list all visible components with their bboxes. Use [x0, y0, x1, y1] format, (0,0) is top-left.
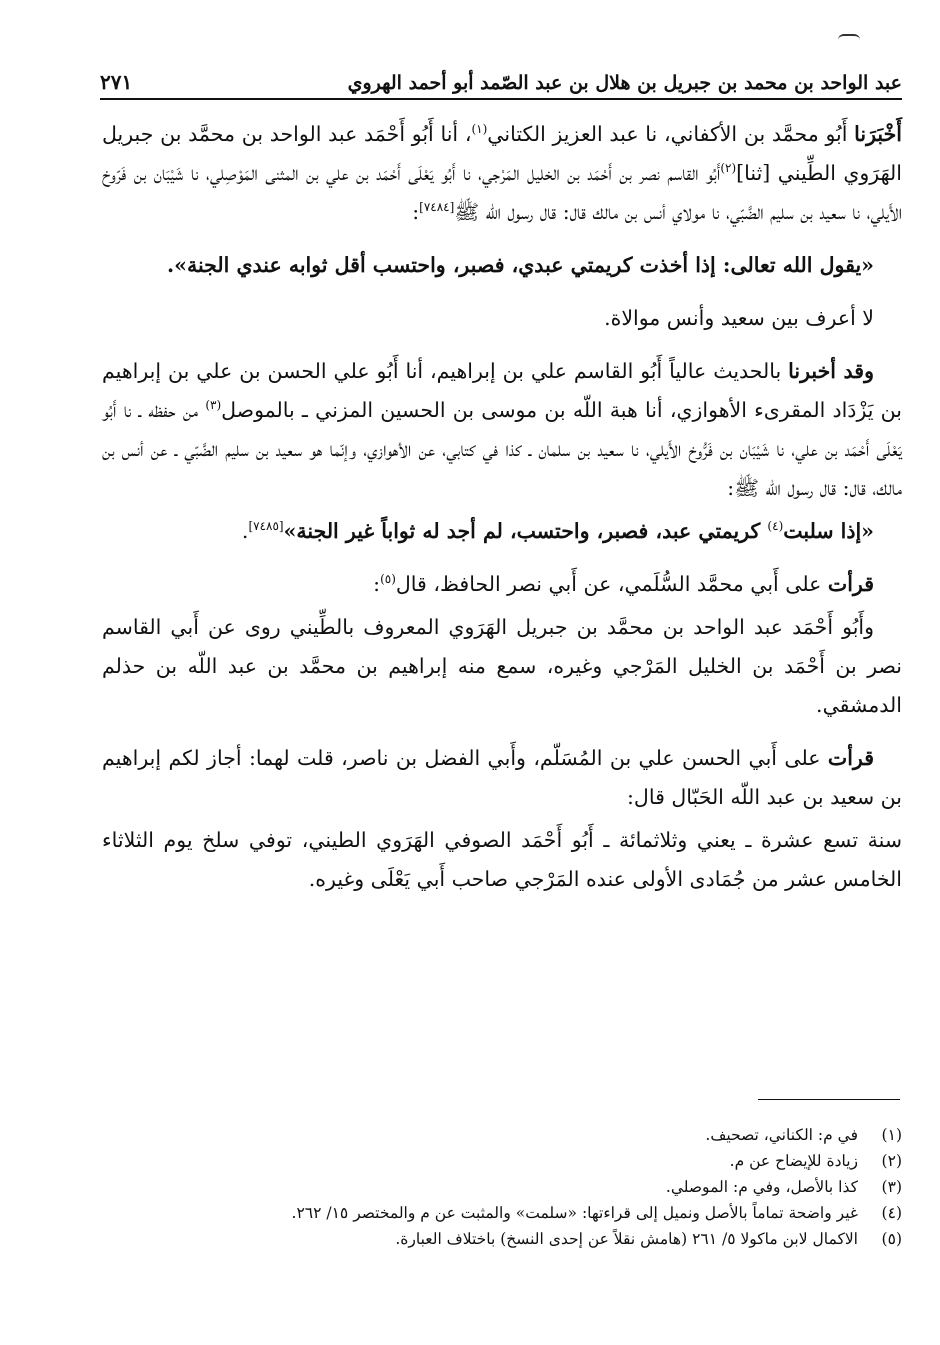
footnote-item — [100, 1174, 902, 1200]
footnote-ref: (١) — [471, 122, 488, 137]
footnote-number: (٢) — [881, 1152, 902, 1170]
page-corner-mark — [838, 34, 860, 40]
hadith-text-2 — [102, 512, 902, 551]
hadith-number: [٧٤٨٥] — [248, 519, 284, 534]
page-number: ٢٧١ — [100, 70, 133, 94]
footnote-item — [100, 1122, 902, 1148]
note-text: لا أعرف بين سعيد وأنس موالاة. — [604, 306, 874, 330]
footnote-item — [100, 1226, 902, 1252]
footnote-ref: (٤) — [767, 519, 784, 534]
quote-text: كريمتي عبد، فصبر، واحتسب، لم أجد له ثواباً غير الجنة» — [283, 519, 768, 543]
footnote-text: في م: الكناني، تصحيف. — [705, 1126, 858, 1144]
paragraph-text: أَبُو محمَّد بن الأكفاني، نا عبد العزيز الكتاني — [487, 122, 855, 146]
hadith-number: [٧٤٨٤] — [419, 200, 455, 215]
footnote-number: (٤) — [881, 1204, 902, 1222]
paragraph-text: ، أنا أَبُو أَحْمَد عبد الواحد بن محمَّد بن جبريل الهَرَوي الطِّيني [ثنا] — [102, 122, 902, 185]
punctuation: : — [412, 200, 420, 224]
footnote-ref: (٢) — [720, 161, 737, 176]
paragraph-isnad-1 — [102, 115, 902, 232]
running-header — [100, 62, 902, 100]
footnote-number: (٣) — [881, 1178, 902, 1196]
lead-word: وقد أخبرنا — [788, 359, 874, 383]
header-title: عبد الواحد بن محمد بن جبريل بن هلال بن عبد الصّمد أبو أحمد الهروي — [347, 72, 902, 94]
paragraph-reading-1 — [102, 565, 902, 604]
lead-word: قرأت — [827, 572, 874, 596]
main-text — [102, 115, 902, 913]
death-date-paragraph — [102, 821, 902, 899]
punctuation: : — [373, 572, 381, 596]
paragraph-text: من حفظه ـ نا أَبُو يَعْلَى أَحْمَد بن علي، نا شَيْبَان بن فَرُّوخ الأَيلي، نا سعيد بن سلمان ـ كذا في كتابي، عن الأهوازي، وإنّما هو سعيد بن سليم الضَّبّي ـ عن أنس بن مالك، قال: قال رسول الله ﷺ: — [102, 398, 902, 500]
paragraph-reading-2 — [102, 739, 902, 817]
lead-word: أَخْبَرَنا — [854, 122, 902, 146]
footnote-text: كذا بالأصل، وفي م: الموصلي. — [665, 1178, 858, 1196]
footnotes — [100, 1122, 902, 1252]
author-note — [102, 299, 902, 338]
footnote-text: غير واضحة تماماً بالأصل ونميل إلى قراءتها: «سلمت» والمثبت عن م والمختصر ١٥/ ٢٦٢. — [291, 1204, 858, 1222]
footnote-text: زيادة للإيضاح عن م. — [729, 1152, 858, 1170]
paragraph-text: على أَبي الحسن علي بن المُسَلّم، وأَبي الفضل بن ناصر، قلت لهما: أجاز لكم إبراهيم بن سعيد بن عبد اللّه الحَبّال قال: — [102, 746, 902, 809]
paragraph-text: على أَبي محمَّد السُّلَمي، عن أَبي نصر الحافظ، قال — [395, 572, 828, 596]
paragraph-text: سنة تسع عشرة ـ يعني وثلاثمائة ـ أَبُو أَحْمَد الصوفي الهَرَوي الطيني، توفي سلخ يوم الثلاثاء الخامس عشر من جُمَادى الأولى عنده المَرْجي صاحب أَبي يَعْلَى وغيره. — [102, 828, 902, 891]
hadith-text-1 — [102, 246, 902, 285]
quote-text: «إذا سلبت — [783, 519, 874, 543]
footnote-text: الاكمال لابن ماكولا ٥/ ٢٦١ (هامش نقلاً عن إحدى النسخ) باختلاف العبارة. — [395, 1230, 858, 1248]
quote-text: «يقول الله تعالى: إذا أخذت كريمتي عبدي، فصبر، واحتسب أقل ثوابه عندي الجنة». — [167, 253, 874, 277]
punctuation: . — [241, 519, 249, 543]
paragraph-text: وأَبُو أَحْمَد عبد الواحد بن محمَّد بن جبريل الهَرَوي المعروف بالطِّيني روى عن أَبي القاسم نصر بن أَحْمَد بن الخليل المَرْجي وغيره، سمع منه إبراهيم بن محمَّد بن عبد اللّه بن حذلم الدمشقي. — [102, 615, 902, 717]
footnote-item — [100, 1200, 902, 1226]
paragraph-text: بالحديث عالياً أَبُو القاسم علي بن إبراهيم، أنا أَبُو علي الحسن بن علي بن إبراهيم بن يَزْدَاد المقرىء الأهوازي، أنا هبة اللّه بن موسى بن الحسين المزني ـ بالموصل — [102, 359, 902, 422]
paragraph-isnad-2 — [102, 352, 902, 508]
biography-paragraph — [102, 608, 902, 725]
footnote-number: (٥) — [881, 1230, 902, 1248]
footnote-ref: (٥) — [380, 572, 396, 587]
footnote-number: (١) — [881, 1126, 902, 1144]
footnote-divider — [758, 1099, 900, 1100]
footnote-item — [100, 1148, 902, 1174]
lead-word: قرأت — [827, 746, 874, 770]
paragraph-text: أَبُو القاسم نصر بن أَحْمَد بن الخليل المَرْجي، نا أَبُو يَعْلَى أَحْمَد بن علي بن المثنى المَوْصِلي، نا شَيْبَان بن فَرّوخ الأَيلي، نا سعيد بن سليم الضَّبّي، نا مولاي أنس بن مالك قال: قال رسول الله ﷺ — [102, 161, 902, 224]
footnote-ref: (٣) — [205, 398, 222, 413]
